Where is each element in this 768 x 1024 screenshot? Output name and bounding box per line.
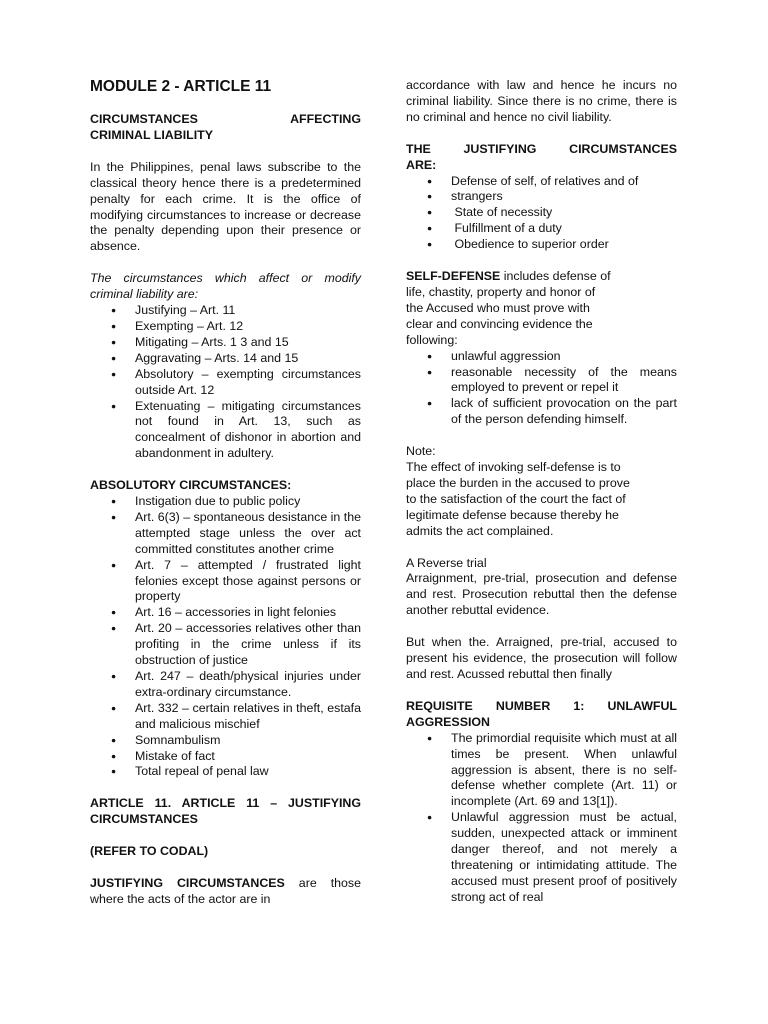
requisite-heading-line-1: REQUISITE NUMBER 1: UNLAWFUL xyxy=(406,698,677,713)
list-item: ● The primordial requisite which must at all times be present. When unlawful aggression is absent, there is no self-defense whether complete (Art. 11) or incomplete (Art. 69 and 13[1]). xyxy=(451,731,677,811)
list-item: ● Mitigating – Arts. 1 3 and 15 xyxy=(135,335,361,351)
left-column xyxy=(90,78,361,908)
right-column xyxy=(406,78,677,906)
module-title: MODULE 2 - ARTICLE 11 xyxy=(90,78,272,95)
list-item: ● Art. 247 – death/physical injuries under extra-ordinary circumstance. xyxy=(135,669,361,701)
list-item: ● Art. 16 – accessories in light felonies xyxy=(135,605,361,621)
list-item: ● Unlawful aggression must be actual, sudden, unexpected attack or imminent danger thereof, and not merely a threatening or intimidating attitude. The accused must present proof of positively strong act of real xyxy=(451,810,677,905)
list-item: ● unlawful aggression xyxy=(451,349,677,365)
list-item: ● Art. 332 – certain relatives in theft, estafa and malicious mischief xyxy=(135,701,361,733)
list-item: ● Instigation due to public policy xyxy=(135,494,361,510)
list-item: ● Justifying – Art. 11 xyxy=(135,303,361,319)
text-line: legitimate defense because thereby he xyxy=(406,507,619,522)
list-item: ● Aggravating – Arts. 14 and 15 xyxy=(135,351,361,367)
list-item: ● Art. 6(3) – spontaneous desistance in the attempted stage unless the over act committed constitutes another crime xyxy=(135,510,361,558)
justifying-definition: JUSTIFYING CIRCUMSTANCES are those where the acts of the actor are in xyxy=(90,876,362,906)
section-heading-line-2: CRIMINAL LIABILITY xyxy=(90,127,213,142)
list-item: ● Total repeal of penal law xyxy=(135,764,361,780)
text-line: clear and convincing evidence the xyxy=(406,316,593,331)
article-heading-line-1: ARTICLE 11. ARTICLE 11 – JUSTIFYING xyxy=(90,796,361,811)
text-line: life, chastity, property and honor of xyxy=(406,284,596,299)
reverse-trial-text: Arraignment, pre-trial, prosecution and defense and rest. Prosecution rebuttal then the defense another rebuttal evidence. xyxy=(406,571,677,618)
list-item: ● Extenuating – mitigating circumstances not found in Art. 13, such as concealment of dishonor in abortion and abandonment in adultery. xyxy=(135,399,361,463)
list-item: ● Fulfillment of a duty xyxy=(451,221,677,237)
list-item: ● Art. 20 – accessories relatives other than profiting in the crime unless if its obstruction of justice xyxy=(135,621,361,669)
list-item: ● reasonable necessity of the means employed to prevent or repel it xyxy=(451,365,677,397)
affect-intro: The circumstances which affect or modify criminal liability are: xyxy=(90,271,361,302)
requisite-list xyxy=(406,731,677,906)
list-item: ● Art. 7 – attempted / frustrated light felonies except those against persons or property xyxy=(135,558,361,606)
list-item: ● Defense of self, of relatives and of xyxy=(451,174,677,190)
self-defense-paragraph: SELF-DEFENSE includes defense of life, chastity, property and honor of the Accused who must prove with clear and convincing evidence the following: xyxy=(406,269,677,349)
continuation-paragraph: accordance with law and hence he incurs no criminal liability. Since there is no crime, there is no criminal and hence no civil liability. xyxy=(406,78,677,124)
list-item: ● Somnambulism xyxy=(135,733,361,749)
self-defense-list xyxy=(406,349,677,429)
section-heading-line-1: CIRCUMSTANCES AFFECTING xyxy=(90,112,361,126)
list-item: ● State of necessity xyxy=(451,205,677,221)
arraigned-paragraph: But when the. Arraigned, pre-trial, accused to present his evidence, the prosecution will follow and rest. Acussed rebuttal then finally xyxy=(406,635,677,681)
text-line: following: xyxy=(406,332,458,347)
list-item: ● strangers xyxy=(451,189,677,205)
refer-note: (REFER TO CODAL) xyxy=(90,844,209,859)
text-line: the Accused who must prove with xyxy=(406,300,590,315)
list-item: ● lack of sufficient provocation on the part of the person defending himself. xyxy=(451,396,677,428)
justifying-heading-line-1: THE JUSTIFYING CIRCUMSTANCES xyxy=(406,141,677,156)
absolutory-heading: ABSOLUTORY CIRCUMSTANCES: xyxy=(90,478,292,493)
text-line: place the burden in the accused to prove xyxy=(406,475,630,490)
note-block xyxy=(406,444,677,539)
text-line: admits the act complained. xyxy=(406,523,554,538)
reverse-trial-title: A Reverse trial xyxy=(406,555,487,570)
justifying-term: JUSTIFYING CIRCUMSTANCES xyxy=(90,876,285,891)
absolutory-list xyxy=(90,494,361,780)
list-item: ● Obedience to superior order xyxy=(451,237,677,253)
note-label: Note: xyxy=(406,444,436,459)
list-item: ● Exempting – Art. 12 xyxy=(135,319,361,335)
article-heading-line-2: CIRCUMSTANCES xyxy=(90,812,198,827)
list-item: ● Absolutory – exempting circumstances outside Art. 12 xyxy=(135,367,361,399)
intro-paragraph: In the Philippines, penal laws subscribe to the classical theory hence there is a predetermined penalty for each crime. It is the office of modifying circumstances to increase or decrease the penalty depending upon their presence or absence. xyxy=(90,159,361,254)
justifying-heading-line-2: ARE: xyxy=(406,157,437,172)
justifying-list xyxy=(406,174,677,254)
text-line: to the satisfaction of the court the fact of xyxy=(406,491,626,506)
requisite-heading-line-2: AGGRESSION xyxy=(406,714,490,729)
text-line: The effect of invoking self-defense is to xyxy=(406,460,621,475)
affect-list xyxy=(90,303,361,462)
self-defense-term: SELF-DEFENSE xyxy=(406,269,501,284)
list-item: ● Mistake of fact xyxy=(135,749,361,765)
